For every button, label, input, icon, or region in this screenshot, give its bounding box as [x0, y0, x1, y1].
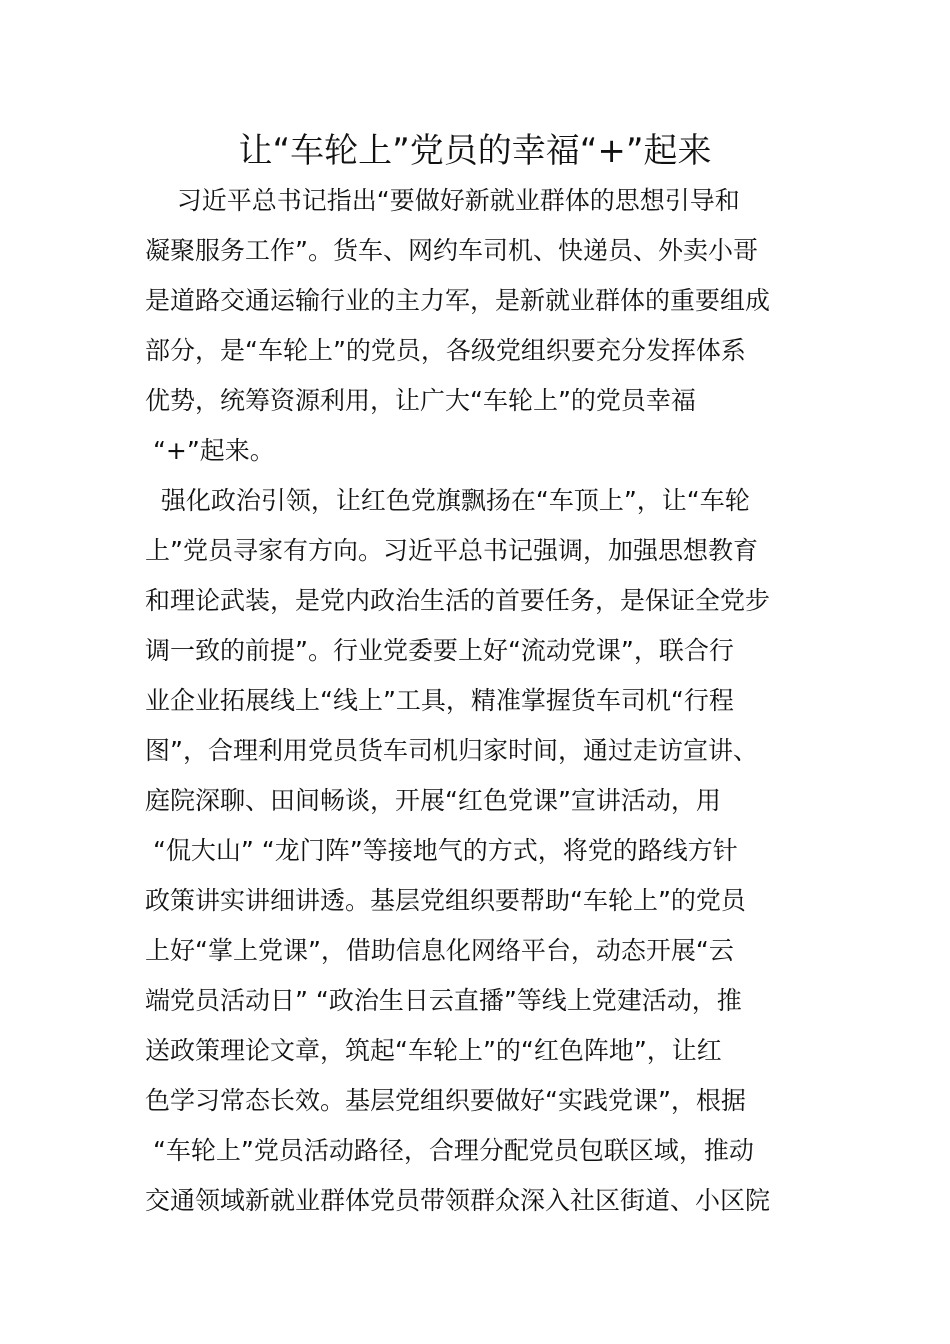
text-line: 是道路交通运输行业的主力军，是新就业群体的重要组成 — [145, 286, 771, 315]
text-line: 强化政治引领，让红色党旗飘扬在“车顶上”，让“车轮 — [145, 486, 750, 515]
text-line: 调一致的前提”。行业党委要上好“流动党课”，联合行 — [145, 636, 734, 665]
text-line: 送政策理论文章，筑起“车轮上”的“红色阵地”，让红 — [145, 1036, 722, 1065]
text-line: 庭院深聊、田间畅谈，开展“红色党课”宣讲活动，用 — [145, 786, 721, 815]
text-line: 端党员活动日” “政治生日云直播”等线上党建活动，推 — [145, 986, 742, 1015]
text-line: “车轮上”党员活动路径，合理分配党员包联区域，推动 — [145, 1136, 754, 1165]
document-body — [145, 176, 810, 1226]
text-line: “+”起来。 — [145, 436, 275, 465]
text-line: 图”，合理利用党员货车司机归家时间，通过走访宣讲、 — [145, 736, 758, 765]
text-line: 习近平总书记指出“要做好新就业群体的思想引导和 — [145, 186, 740, 215]
text-line: 交通领域新就业群体党员带领群众深入社区街道、小区院 — [145, 1186, 771, 1215]
text-line: “侃大山” “龙门阵”等接地气的方式，将党的路线方针 — [145, 836, 738, 865]
text-line: 和理论武装，是党内政治生活的首要任务，是保证全党步 — [145, 586, 771, 615]
text-line: 业企业拓展线上“线上”工具，精准掌握货车司机“行程 — [145, 686, 734, 715]
text-line: 政策讲实讲细讲透。基层党组织要帮助“车轮上”的党员 — [145, 886, 746, 915]
document-title: 让“车轮上”党员的幸福“+”起来 — [238, 131, 712, 171]
text-line: 上好“掌上党课”，借助信息化网络平台，动态开展“云 — [145, 936, 734, 965]
text-line: 上”党员寻家有方向。习近平总书记强调，加强思想教育 — [145, 536, 758, 565]
text-line: 色学习常态长效。基层党组织要做好“实践党课”，根据 — [145, 1086, 746, 1115]
text-line: 部分，是“车轮上”的党员，各级党组织要充分发挥体系 — [145, 336, 746, 365]
text-line: 凝聚服务工作”。货车、网约车司机、快递员、外卖小哥 — [145, 236, 758, 265]
text-line: 优势，统筹资源利用，让广大“车轮上”的党员幸福 — [145, 386, 696, 415]
